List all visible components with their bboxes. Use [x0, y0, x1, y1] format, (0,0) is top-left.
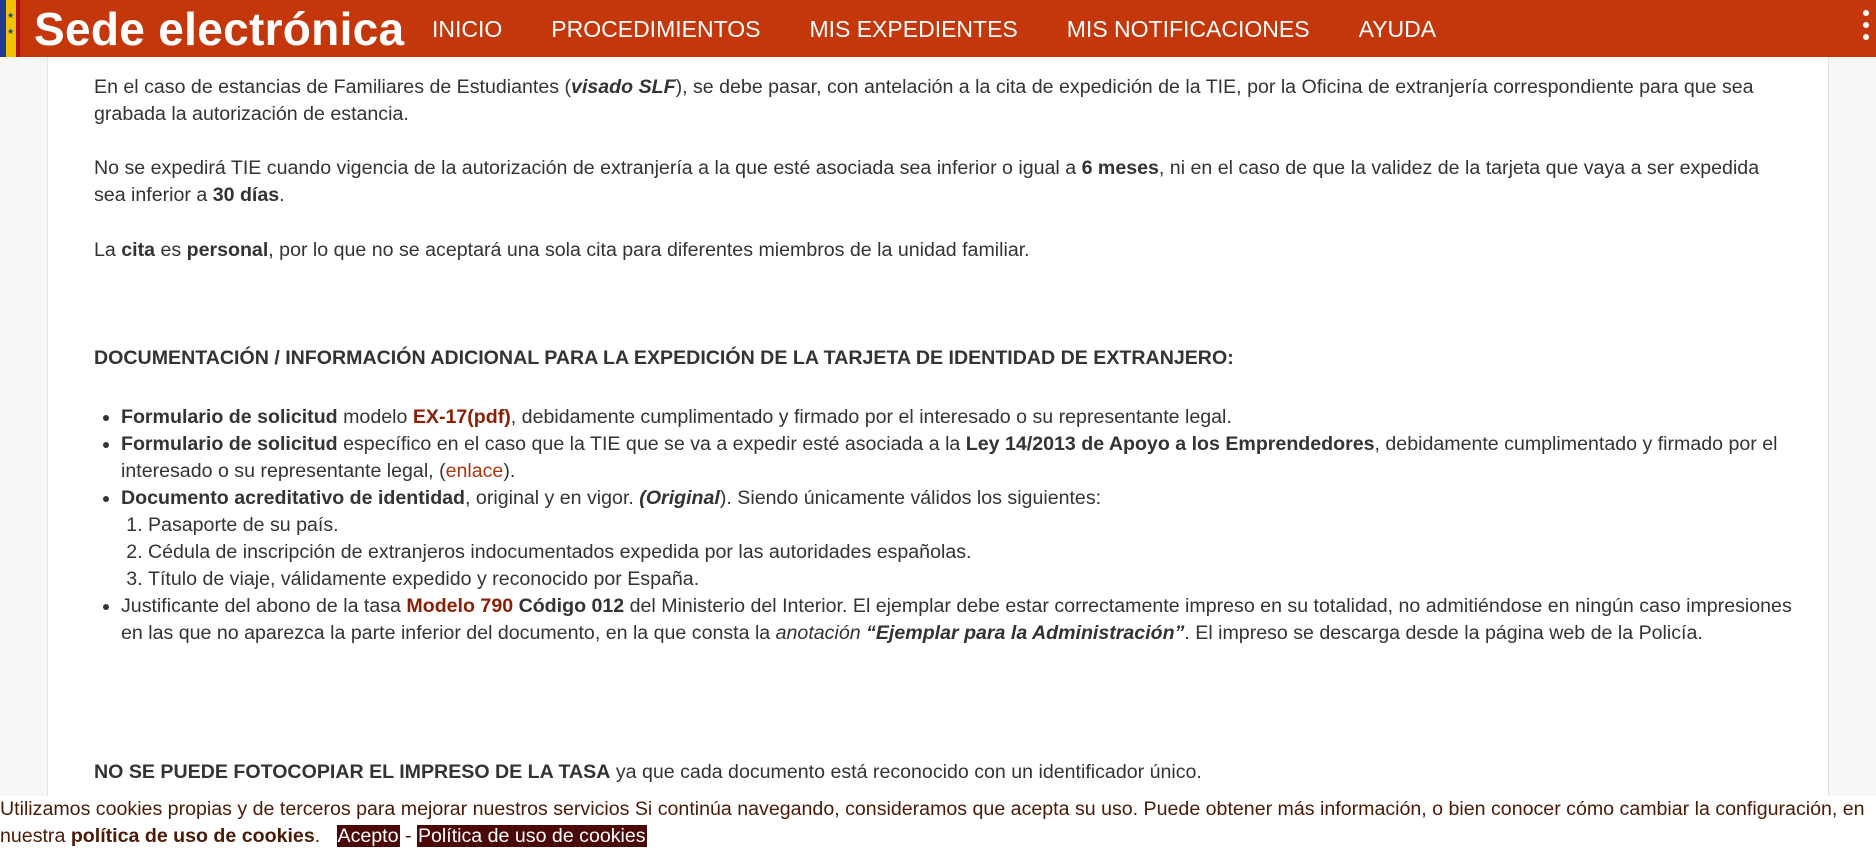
list-item: • Justificante del abono de la tasa Modelo 790 Código 012 del Ministerio del Interior. El ejemplar debe estar correctamente impreso en su totalidad, no admitiéndose en ningún caso impresiones en las que no aparezca la parte inferior del documento, en la que consta la anotación “Ejemplar para la Administración”. El impreso se descarga desde la página web de la Policía.: [121, 593, 1811, 647]
nav-procedimientos[interactable]: PROCEDIMIENTOS: [551, 15, 761, 42]
paragraph-personal-appointment: La cita es personal, por lo que no se aceptará una sola cita para diferentes miembros de la unidad familiar.: [94, 239, 1030, 261]
accept-cookies-button[interactable]: Acepto: [337, 825, 399, 847]
left-gutter: [0, 57, 48, 849]
list-item: • Formulario de solicitud específico en el caso que la TIE que se va a expedir esté asociada a la Ley 14/2013 de Apoyo a los Emprendedores, debidamente cumplimentado y firmado por el interesado o su representante legal, (enlace).: [121, 431, 1811, 485]
ex17-pdf-link[interactable]: EX-17(pdf): [412, 406, 511, 428]
site-brand[interactable]: Sede electrónica: [34, 3, 405, 55]
nav-mis-notificaciones[interactable]: MIS NOTIFICACIONES: [1066, 15, 1310, 42]
modelo-790-link[interactable]: Modelo 790: [406, 595, 514, 617]
list-item: • Formulario de solicitud modelo EX-17(pdf), debidamente cumplimentado y firmado por el interesado o su representante legal.: [121, 404, 1811, 431]
cookie-policy-bold: política de uso de cookies: [70, 825, 315, 847]
documentation-heading: DOCUMENTACIÓN / INFORMACIÓN ADICIONAL PARA LA EXPEDICIÓN DE LA TARJETA DE IDENTIDAD DE EXTRANJERO:: [94, 347, 1234, 369]
nav-mis-expedientes[interactable]: MIS EXPEDIENTES: [809, 15, 1018, 42]
main-nav: [432, 0, 1485, 57]
cookie-banner: Utilizamos cookies propias y de terceros para mejorar nuestros servicios Si continúa navegando, consideramos que acepta su uso. Puede obtener más información, o bien conocer cómo cambiar la configuración, en nuestra política de uso de cookies. Acepto - Política de uso de cookies: [0, 796, 1876, 849]
paragraph-no-photocopy: NO SE PUEDE FOTOCOPIAR EL IMPRESO DE LA TASA ya que cada documento está reconocido con un identificador único.: [94, 761, 1202, 783]
list-item: • Documento acreditativo de identidad, original y en vigor. (Original). Siendo únicamente válidos los siguientes: 1. Pasaporte de su país. 2. Cédula de inscripción de extranjeros indocumentados expedida por las autoridades españolas. 3. Título de viaje, válidamente expedido y reconocido por España.: [121, 485, 1811, 593]
identity-document-sublist: [121, 512, 1811, 593]
top-navigation-bar: [0, 0, 1876, 57]
paragraph-tie-validity: No se expedirá TIE cuando vigencia de la autorización de extranjería a la que esté asociada sea inferior o igual a 6 meses, ni en el caso de que la validez de la tarjeta que vaya a ser expedida sea inferior a 30 días.: [94, 157, 1760, 206]
nav-ayuda[interactable]: AYUDA: [1358, 15, 1437, 42]
sublist-item: 2. Cédula de inscripción de extranjeros indocumentados expedida por las autoridades españolas.: [148, 539, 1811, 566]
nav-inicio[interactable]: INICIO: [432, 15, 503, 42]
enlace-link[interactable]: enlace: [445, 460, 504, 482]
sublist-item: 3. Título de viaje, válidamente expedido y reconocido por España.: [148, 566, 1811, 593]
cookie-text: Utilizamos cookies propias y de terceros para mejorar nuestros servicios Si continúa navegando, consideramos que acepta su uso. Puede obtener más información, o bien conocer cómo cambiar la configuración, en nuestra: [0, 798, 1865, 847]
flag-icon: ★ ★: [0, 0, 20, 57]
paragraph-family-students: En el caso de estancias de Familiares de Estudiantes (visado SLF), se debe pasar, con antelación a la cita de expedición de la TIE, por la Oficina de extranjería correspondiente para que sea grabada la autorización de estancia.: [94, 76, 1754, 125]
documentation-list: [94, 404, 1811, 647]
right-gutter: [1828, 57, 1876, 849]
sublist-item: 1. Pasaporte de su país.: [148, 512, 1811, 539]
cookie-policy-link[interactable]: Política de uso de cookies: [417, 825, 646, 847]
more-vertical-icon[interactable]: [1862, 10, 1870, 40]
